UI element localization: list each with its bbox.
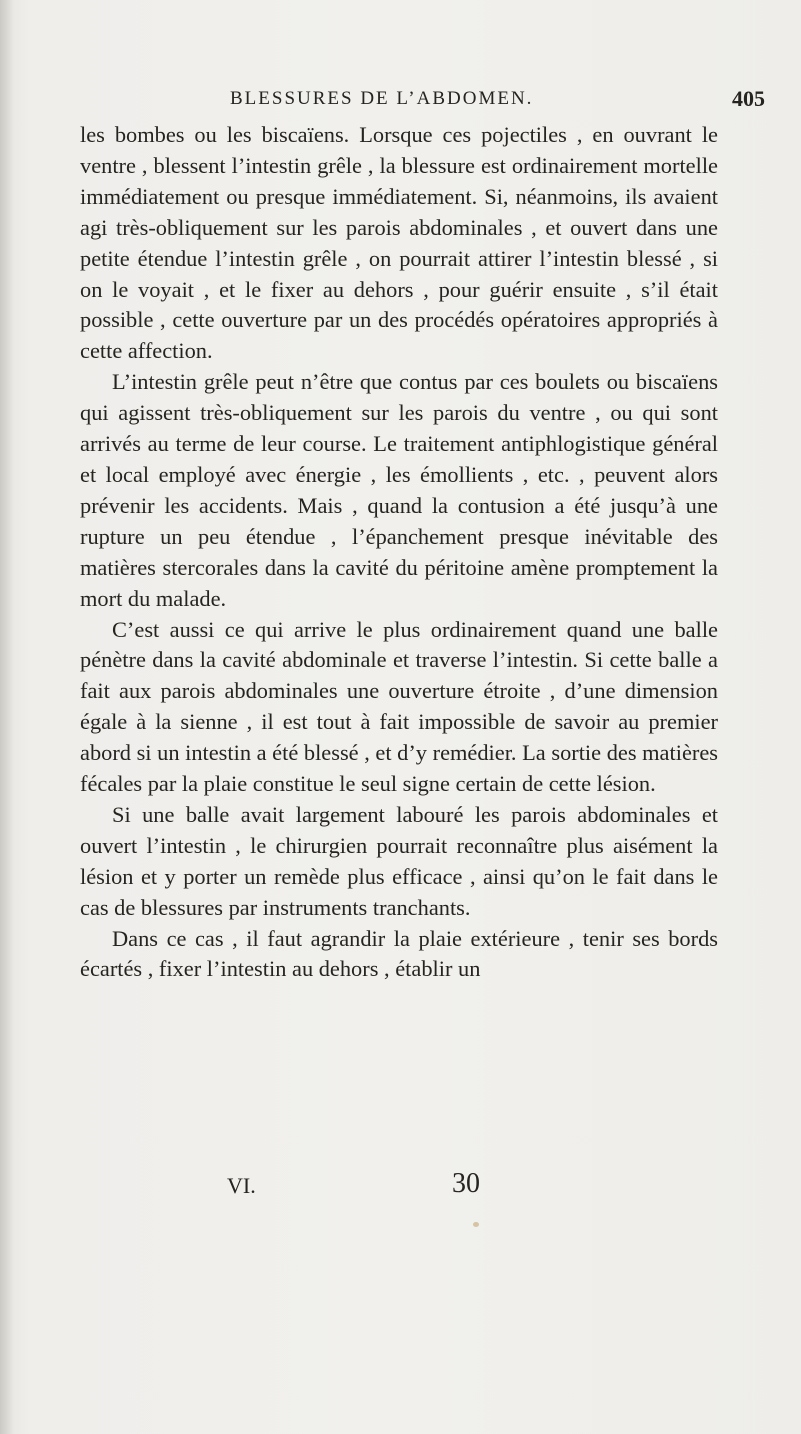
signature-number: 30: [452, 1168, 480, 1199]
paper-speck: [473, 1222, 479, 1227]
paragraph-4: Si une balle avait largement labouré les parois abdominales et ouvert l’intestin , le chirurgien pourrait reconnaître plus aisément la lésion et y porter un remède plus efficace , ainsi qu’on le fait dans le cas de blessures par instruments tranchants.: [80, 801, 718, 920]
paragraph-5: Dans ce cas , il faut agrandir la plaie extérieure , tenir ses bords écartés , fixer l’intestin au dehors , établir un: [80, 925, 718, 982]
body-text: [80, 120, 718, 985]
page-number: 405: [732, 86, 765, 111]
gutter-shadow: [0, 0, 14, 1434]
paragraph-3: C’est aussi ce qui arrive le plus ordinairement quand une balle pénètre dans la cavité abdominale et traverse l’intestin. Si cette balle a fait aux parois abdominales une ouverture étroite , d’une dimension égale à la sienne , il est tout à fait impossible de savoir au premier abord si un intestin a été blessé , et d’y remédier. La sortie des matières fécales par la plaie constitue le seul signe certain de cette lésion.: [80, 616, 718, 797]
signature-mark: VI.: [227, 1173, 256, 1198]
paragraph-1: les bombes ou les biscaïens. Lorsque ces pojectiles , en ouvrant le ventre , blessent l’intestin grêle , la blessure est ordinairement mortelle immédiatement ou presque immédiatement. Si, néanmoins, ils avaient agi très-obliquement sur les parois abdominales , et ouvert dans une petite étendue l’intestin grêle , on pourrait attirer l’intestin blessé , si on le voyait , et le fixer au dehors , pour guérir ensuite , s’il était possible , cette ouverture par un des procédés opératoires appropriés à cette affection.: [80, 122, 718, 364]
running-head: BLESSURES DE L’ABDOMEN.: [230, 88, 534, 109]
paragraph-2: L’intestin grêle peut n’être que contus par ces boulets ou biscaïens qui agissent très-obliquement sur les parois du ventre , ou qui sont arrivés au terme de leur course. Le traitement antiphlogistique général et local employé avec énergie , les émollients , etc. , peuvent alors prévenir les accidents. Mais , quand la contusion a été jusqu’à une rupture un peu étendue , l’épanchement presque inévitable des matières stercorales dans la cavité du péritoine amène promptement la mort du malade.: [80, 369, 718, 611]
